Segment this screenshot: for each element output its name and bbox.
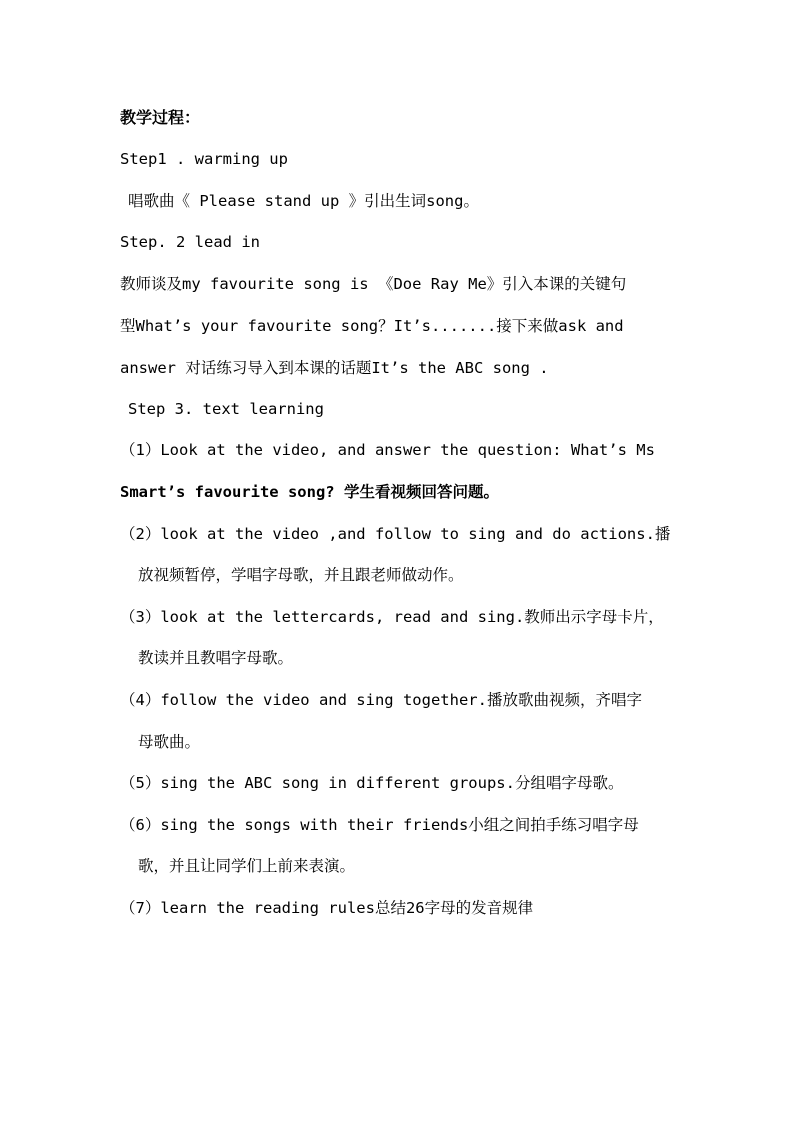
item-3-line-1: （3）look at the lettercards, read and sing.教师出示字母卡片，	[120, 608, 664, 626]
step2-text-line-2: 型What’s your favourite song？It’s.......接下来做ask and	[120, 317, 624, 335]
step2-text-line-3: answer 对话练习导入到本课的话题It’s the ABC song .	[120, 359, 549, 377]
item-3-line-2: 教读并且教唱字母歌。	[138, 649, 294, 667]
step3-title: Step 3. text learning	[128, 400, 324, 418]
item-6-line-2: 歌，并且让同学们上前来表演。	[138, 857, 356, 875]
item-2-line-1: （2）look at the video ,and follow to sing and do actions.播	[120, 525, 671, 543]
lesson-heading: 教学过程：	[120, 108, 201, 127]
item-4-line-2: 母歌曲。	[138, 733, 201, 751]
item-1-line-1: （1）Look at the video, and answer the question: What’s Ms	[120, 441, 655, 459]
item-7-line-1: （7）learn the reading rules总结26字母的发音规律	[120, 899, 534, 917]
step1-text: 唱歌曲《 Please stand up 》引出生词song。	[128, 192, 479, 210]
item-5-line-1: （5）sing the ABC song in different groups.分组唱字母歌。	[120, 774, 624, 792]
step2-text-line-1: 教师谈及my favourite song is 《Doe Ray Me》引入本课的关键句	[120, 275, 627, 293]
item-4-line-1: （4）follow the video and sing together.播放歌曲视频，齐唱字	[120, 691, 642, 709]
item-1-line-2: Smart’s favourite song? 学生看视频回答问题。	[120, 483, 499, 501]
step1-title: Step1 . warming up	[120, 150, 288, 168]
item-2-line-2: 放视频暂停，学唱字母歌，并且跟老师做动作。	[138, 566, 464, 584]
step2-title: Step. 2 lead in	[120, 233, 260, 251]
item-6-line-1: （6）sing the songs with their friends小组之间拍手练习唱字母	[120, 816, 639, 834]
